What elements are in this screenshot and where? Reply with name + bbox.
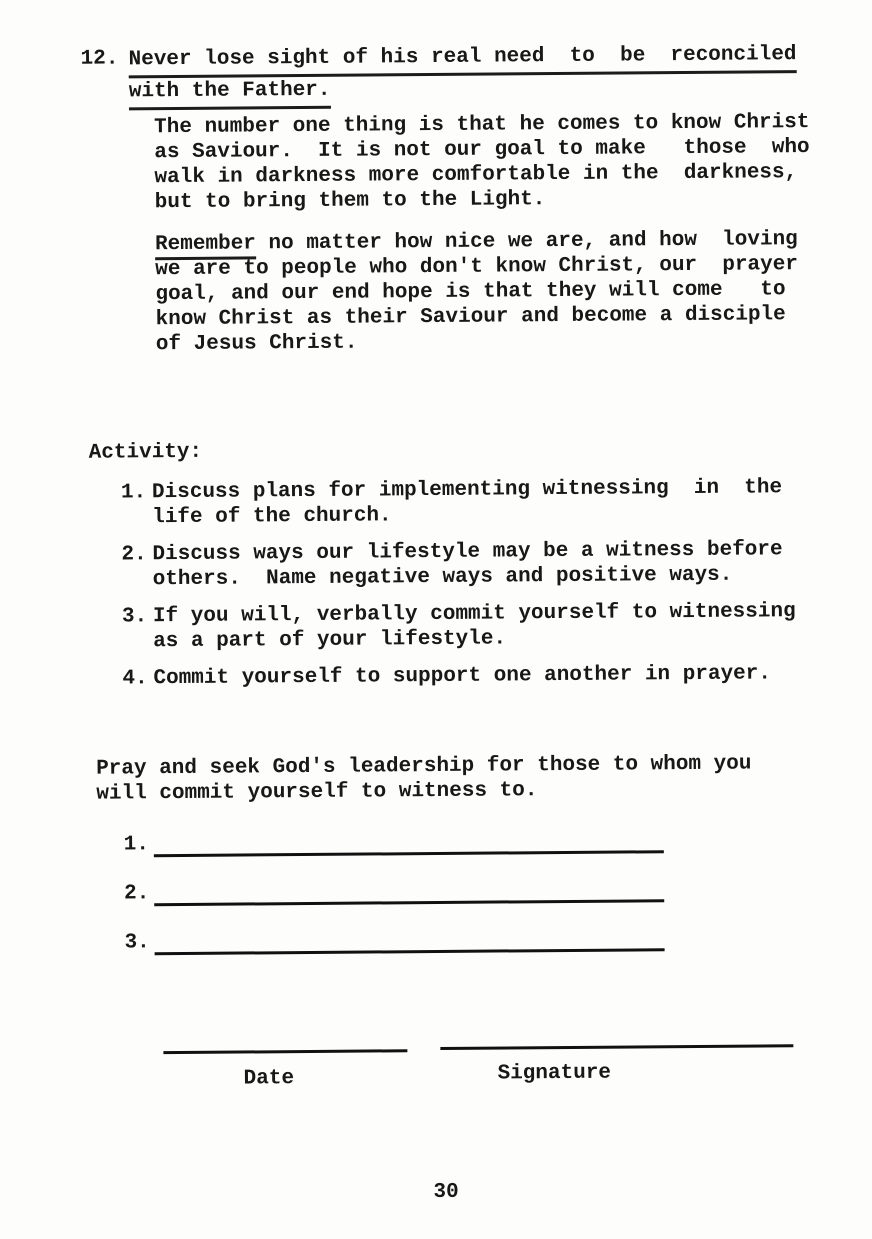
blank-number: 2.: [124, 882, 150, 906]
page-number: 30: [433, 1180, 459, 1205]
activity-item-number: 2.: [121, 543, 147, 567]
point-heading: [128, 41, 809, 110]
blank-fill-line-1[interactable]: [154, 850, 664, 857]
activity-item-number: 1.: [120, 481, 147, 505]
signature-label: Signature: [497, 1061, 612, 1086]
paragraph-remember: Remember no matter how nice we are, and how loving we are to people who don't know Christ, our prayer goal, and our end hope is that they will come to know Christ as their Saviour and become a disciple of Jesus Christ.: [154, 228, 799, 357]
point-number: 12.: [80, 47, 119, 71]
remember-line-rest: no matter how nice we are, and how loving: [255, 228, 798, 256]
paragraph-know-christ: The number one thing is that he comes to know Christ as Saviour. It is not our goal to make those who walk in darkness more comfortable in the darkness, but to bring them to the Light.: [154, 111, 810, 215]
remember-underlined-word: Remember: [155, 232, 256, 260]
blank-fill-line-3[interactable]: [155, 948, 665, 955]
activity-item-1: [121, 475, 795, 530]
activity-item-number: 3.: [121, 605, 148, 629]
commit-blanks-list: [124, 828, 665, 979]
activity-heading: Activity:: [88, 440, 203, 465]
numbered-point-12: [80, 41, 811, 358]
activity-item-text: Discuss ways our lifestyle may be a witness before others. Name negative ways and positive ways.: [152, 538, 783, 592]
activity-item-text: If you will, verbally commit yourself to witnessing as a part of your lifestyle.: [152, 600, 796, 654]
date-fill-line[interactable]: [163, 1049, 407, 1054]
prayer-instruction: Pray and seek God's leadership for those to whom you will commit yourself to witness to.: [96, 752, 752, 806]
activity-item-4: [122, 661, 796, 691]
point-body: [128, 41, 811, 357]
blank-number: 1.: [123, 833, 150, 857]
commit-blank-row-3: [124, 926, 664, 955]
signature-fill-line[interactable]: [440, 1044, 793, 1050]
activity-item-3: [122, 599, 796, 654]
activity-list: [121, 475, 796, 703]
activity-item-text: Discuss plans for implementing witnessing in the life of the church.: [151, 476, 783, 530]
blank-fill-line-2[interactable]: [154, 899, 664, 906]
heading-line-2: with the Father.: [129, 77, 331, 111]
activity-item-2: [121, 537, 795, 592]
blank-number: 3.: [124, 931, 150, 955]
heading-line-1: Never lose sight of his real need to be reconciled: [128, 41, 796, 78]
commit-blank-row-1: [124, 828, 664, 857]
activity-item-number: 4.: [122, 667, 148, 691]
activity-item-text: Commit yourself to support one another in prayer.: [153, 662, 772, 691]
commit-blank-row-2: [124, 877, 664, 906]
date-label: Date: [243, 1067, 295, 1091]
